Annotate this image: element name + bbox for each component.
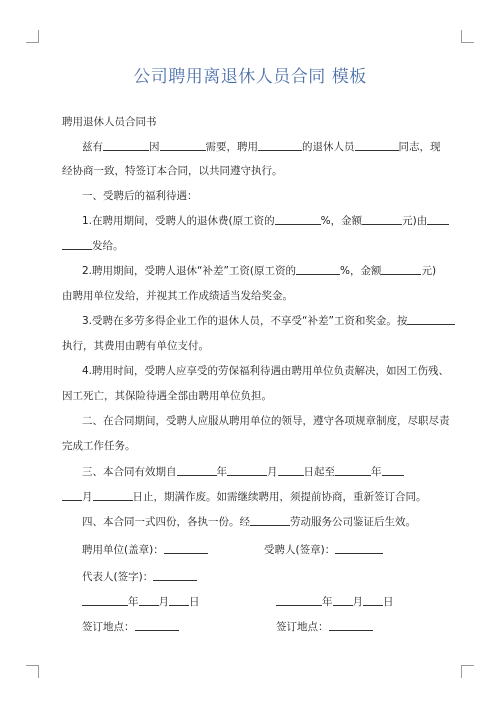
blank-field[interactable] — [93, 490, 133, 501]
section-1-item-1-line-1: 1.在聘用期间，受聘人的退休费(原工资的 %，金额 元)由 — [82, 214, 456, 228]
employer-sign-place: 签订地点： — [82, 620, 456, 634]
blank-field[interactable] — [153, 570, 197, 581]
section-1-item-1-line-2: 发给。 — [62, 239, 436, 253]
section-3-line-1: 三、本合同有效期自 年 月 日起至 年 — [82, 465, 456, 479]
section-1-item-3-line-2: 执行，其费用由聘有单位支付。 — [62, 340, 209, 352]
blank-field[interactable] — [333, 595, 353, 606]
blank-field[interactable] — [382, 465, 404, 476]
blank-field[interactable] — [296, 264, 340, 275]
section-1-title: 一、受聘后的福利待遇： — [82, 190, 198, 202]
contract-heading: 聘用退休人员合同书 — [62, 116, 157, 128]
employee-sign-place: 签订地点： — [276, 620, 436, 634]
section-1-item-4-line-2: 因工死亡，其保险待遇全部由聘用单位负担。 — [62, 390, 272, 402]
blank-field[interactable] — [164, 543, 208, 554]
blank-field[interactable] — [169, 595, 189, 606]
blank-field[interactable] — [329, 620, 373, 631]
blank-field[interactable] — [82, 595, 128, 606]
blank-field[interactable] — [103, 140, 149, 151]
section-1-item-2-line-1: 2.聘用期间，受聘人退休“补差”工资(原工资的 %，金额 元) — [82, 265, 437, 277]
blank-field[interactable] — [276, 595, 322, 606]
section-4: 四、本合同一式四份，各执一份。经 劳动服务公司鉴证后生效。 — [82, 516, 416, 528]
blank-field[interactable] — [160, 140, 206, 151]
blank-field[interactable] — [62, 239, 92, 250]
employee-sign-field: 受聘人(签章)： — [264, 543, 436, 557]
blank-field[interactable] — [362, 214, 402, 225]
blank-field[interactable] — [135, 620, 179, 631]
blank-field[interactable] — [363, 595, 383, 606]
blank-field[interactable] — [381, 264, 421, 275]
section-1-item-3-line-1: 3.受聘在多劳多得企业工作的退休人员，不享受“补差”工资和奖金。按 — [82, 314, 456, 328]
crop-mark-bottom-right — [461, 665, 474, 678]
crop-mark-top-left — [26, 30, 39, 43]
intro-line-2: 经协商一致，特签订本合同，以共同遵守执行。 — [62, 165, 283, 177]
blank-field[interactable] — [258, 140, 302, 151]
representative-sign-field: 代表人(签字)： — [82, 570, 456, 584]
intro-line-1: 兹有 因 需要，聘用 的退休人员 同志，现 — [82, 141, 441, 153]
section-1-item-4-line-1: 4.聘用时间，受聘人应享受的劳保福利待遇由聘用单位负责解决，如因工伤残、 — [82, 365, 450, 377]
blank-field[interactable] — [278, 465, 304, 476]
section-2-line-1: 二、在合同期间，受聘人应服从聘用单位的领导，遵守各项规章制度，尽职尽责 — [82, 415, 450, 427]
blank-field[interactable] — [275, 214, 321, 225]
blank-field[interactable] — [62, 490, 82, 501]
section-2-line-2: 完成工作任务。 — [62, 440, 136, 452]
blank-field[interactable] — [335, 465, 371, 476]
blank-field[interactable] — [177, 465, 217, 476]
blank-field[interactable] — [335, 543, 383, 554]
section-1-item-2-line-2: 由聘用单位发给，并视其工作成绩适当发给奖金。 — [62, 290, 293, 302]
crop-mark-bottom-left — [26, 665, 39, 678]
employee-sign-date: 年 月 日 — [276, 595, 436, 609]
crop-mark-top-right — [461, 30, 474, 43]
blank-field[interactable] — [139, 595, 159, 606]
document-title: 公司聘用离退休人员合同 模板 — [133, 67, 367, 87]
employer-sign-date: 年 月 日 — [82, 595, 456, 609]
blank-field[interactable] — [427, 214, 449, 225]
employer-seal-field: 聘用单位(盖章)： — [82, 543, 456, 557]
blank-field[interactable] — [407, 314, 455, 325]
blank-field[interactable] — [355, 140, 399, 151]
blank-field[interactable] — [250, 515, 290, 526]
blank-field[interactable] — [227, 465, 267, 476]
section-3-line-2: 月 日止，期满作废。如需继续聘用，须提前协商，重新签订合同。 — [62, 490, 436, 504]
